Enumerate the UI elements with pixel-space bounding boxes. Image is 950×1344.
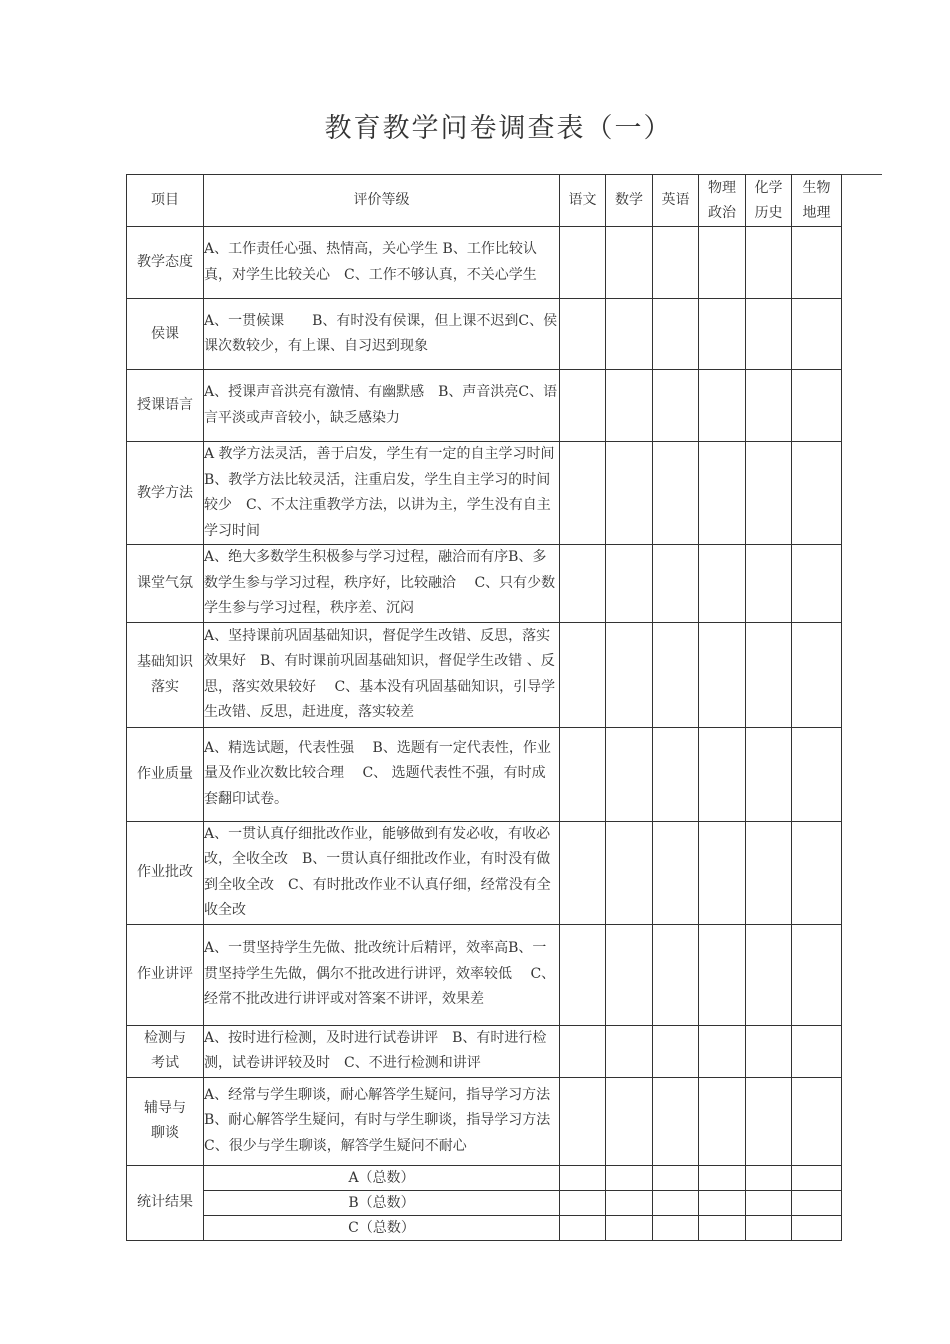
stats-cell[interactable] (606, 1190, 653, 1215)
row-item-label: 辅导与 聊谈 (127, 1077, 204, 1165)
header-rule-line (841, 174, 882, 175)
row-item-label: 教学态度 (127, 227, 204, 299)
rating-cell[interactable] (560, 727, 606, 821)
stats-cell[interactable] (653, 1215, 699, 1240)
stats-cell[interactable] (792, 1190, 842, 1215)
rating-cell[interactable] (792, 622, 842, 727)
rating-cell[interactable] (653, 299, 699, 370)
rating-cell[interactable] (792, 442, 842, 545)
stats-cell[interactable] (560, 1165, 606, 1190)
row-item-label: 授课语言 (127, 370, 204, 442)
header-subject-biology-geography: 生物 地理 (792, 175, 842, 227)
row-grade-description: A、精选试题，代表性强 B、选题有一定代表性，作业量及作业次数比较合理 C、 选题代表性不强，有时成套翻印试卷。 (204, 727, 560, 821)
row-item-label: 侯课 (127, 299, 204, 370)
rating-cell[interactable] (653, 545, 699, 623)
rating-cell[interactable] (699, 924, 746, 1025)
rating-cell[interactable] (746, 1025, 792, 1077)
row-grade-description: A、按时进行检测，及时进行试卷讲评 B、有时进行检测，试卷讲评较及时 C、不进行检测和讲评 (204, 1025, 560, 1077)
stats-cell[interactable] (792, 1165, 842, 1190)
table-row (127, 821, 842, 924)
row-item-label: 作业讲评 (127, 924, 204, 1025)
rating-cell[interactable] (699, 370, 746, 442)
table-row (127, 727, 842, 821)
table-row (127, 442, 842, 545)
stats-cell[interactable] (746, 1215, 792, 1240)
rating-cell[interactable] (560, 370, 606, 442)
header-subject-english: 英语 (653, 175, 699, 227)
stats-cell[interactable] (746, 1165, 792, 1190)
rating-cell[interactable] (560, 227, 606, 299)
rating-cell[interactable] (653, 370, 699, 442)
rating-cell[interactable] (560, 1077, 606, 1165)
row-grade-description: A、一贯认真仔细批改作业，能够做到有发必收，有收必改，全收全改 B、一贯认真仔细批改作业，有时没有做到全收全改 C、有时批改作业不认真仔细，经常没有全收全改 (204, 821, 560, 924)
rating-cell[interactable] (746, 227, 792, 299)
rating-cell[interactable] (653, 924, 699, 1025)
rating-cell[interactable] (746, 299, 792, 370)
rating-cell[interactable] (653, 442, 699, 545)
rating-cell[interactable] (699, 299, 746, 370)
header-subject-chinese: 语文 (560, 175, 606, 227)
rating-cell[interactable] (792, 821, 842, 924)
stats-cell[interactable] (606, 1165, 653, 1190)
stats-cell[interactable] (560, 1190, 606, 1215)
table-row (127, 370, 842, 442)
table-row (127, 924, 842, 1025)
rating-cell[interactable] (699, 442, 746, 545)
rating-cell[interactable] (606, 821, 653, 924)
rating-cell[interactable] (746, 370, 792, 442)
table-row (127, 545, 842, 623)
rating-cell[interactable] (792, 1025, 842, 1077)
rating-cell[interactable] (746, 545, 792, 623)
row-grade-description: A、绝大多数学生积极参与学习过程，融洽而有序B、多数学生参与学习过程，秩序好，比较融洽 C、只有少数学生参与学习过程，秩序差、沉闷 (204, 545, 560, 623)
rating-cell[interactable] (792, 545, 842, 623)
rating-cell[interactable] (606, 924, 653, 1025)
rating-cell[interactable] (746, 821, 792, 924)
rating-cell[interactable] (653, 227, 699, 299)
rating-cell[interactable] (606, 299, 653, 370)
rating-cell[interactable] (699, 1025, 746, 1077)
rating-cell[interactable] (653, 821, 699, 924)
table-row (127, 1025, 842, 1077)
rating-cell[interactable] (606, 1025, 653, 1077)
rating-cell[interactable] (699, 622, 746, 727)
rating-cell[interactable] (792, 727, 842, 821)
stats-row (127, 1165, 842, 1190)
stats-total-label: C（总数） (204, 1215, 560, 1240)
rating-cell[interactable] (699, 1077, 746, 1165)
rating-cell[interactable] (606, 227, 653, 299)
rating-cell[interactable] (606, 727, 653, 821)
table-header-row (127, 175, 842, 227)
row-grade-description: A 教学方法灵活，善于启发，学生有一定的自主学习时间 B、教学方法比较灵活，注重启发，学生自主学习的时间较少 C、不太注重教学方法，以讲为主，学生没有自主学习时间 (204, 442, 560, 545)
row-item-label: 作业质量 (127, 727, 204, 821)
rating-cell[interactable] (606, 442, 653, 545)
row-item-label: 作业批改 (127, 821, 204, 924)
rating-cell[interactable] (792, 227, 842, 299)
row-grade-description: A、一贯候课 B、有时没有侯课，但上课不迟到C、侯课次数较少，有上课、自习迟到现象 (204, 299, 560, 370)
rating-cell[interactable] (746, 727, 792, 821)
table-row (127, 1077, 842, 1165)
rating-cell[interactable] (792, 1077, 842, 1165)
rating-cell[interactable] (606, 1077, 653, 1165)
stats-total-label: A（总数） (204, 1165, 560, 1190)
header-subject-math: 数学 (606, 175, 653, 227)
rating-cell[interactable] (792, 924, 842, 1025)
row-grade-description: A、工作责任心强、热情高，关心学生 B、工作比较认真，对学生比较关心 C、工作不够认真，不关心学生 (204, 227, 560, 299)
stats-cell[interactable] (653, 1165, 699, 1190)
survey-table (126, 174, 842, 1241)
stats-cell[interactable] (606, 1215, 653, 1240)
rating-cell[interactable] (560, 299, 606, 370)
row-item-label: 检测与 考试 (127, 1025, 204, 1077)
rating-cell[interactable] (653, 1025, 699, 1077)
stats-cell[interactable] (746, 1190, 792, 1215)
rating-cell[interactable] (699, 545, 746, 623)
rating-cell[interactable] (653, 1077, 699, 1165)
rating-cell[interactable] (792, 299, 842, 370)
stats-cell[interactable] (699, 1190, 746, 1215)
stats-total-label: B（总数） (204, 1190, 560, 1215)
row-grade-description: A、坚持课前巩固基础知识，督促学生改错、反思，落实效果好 B、有时课前巩固基础知识，督促学生改错 、反思，落实效果较好 C、基本没有巩固基础知识，引导学生改错、反思，赶进度，落实较差 (204, 622, 560, 727)
rating-cell[interactable] (792, 370, 842, 442)
table-row (127, 299, 842, 370)
stats-row (127, 1215, 842, 1240)
table-row (127, 622, 842, 727)
rating-cell[interactable] (699, 821, 746, 924)
rating-cell[interactable] (606, 545, 653, 623)
rating-cell[interactable] (699, 227, 746, 299)
stats-cell[interactable] (560, 1215, 606, 1240)
rating-cell[interactable] (560, 924, 606, 1025)
row-item-label: 教学方法 (127, 442, 204, 545)
rating-cell[interactable] (606, 370, 653, 442)
stats-cell[interactable] (699, 1165, 746, 1190)
rating-cell[interactable] (699, 727, 746, 821)
rating-cell[interactable] (746, 1077, 792, 1165)
rating-cell[interactable] (560, 622, 606, 727)
rating-cell[interactable] (560, 821, 606, 924)
stats-cell[interactable] (653, 1190, 699, 1215)
rating-cell[interactable] (746, 924, 792, 1025)
row-item-label: 课堂气氛 (127, 545, 204, 623)
rating-cell[interactable] (560, 545, 606, 623)
rating-cell[interactable] (653, 727, 699, 821)
header-grade: 评价等级 (204, 175, 560, 227)
stats-label: 统计结果 (127, 1165, 204, 1240)
rating-cell[interactable] (746, 442, 792, 545)
rating-cell[interactable] (746, 622, 792, 727)
header-subject-physics-politics: 物理 政治 (699, 175, 746, 227)
header-subject-chemistry-history: 化学 历史 (746, 175, 792, 227)
stats-row (127, 1190, 842, 1215)
row-grade-description: A、授课声音洪亮有激情、有幽默感 B、声音洪亮C、语言平淡或声音较小，缺乏感染力 (204, 370, 560, 442)
rating-cell[interactable] (606, 622, 653, 727)
page-title: 教育教学问卷调查表（一） (324, 113, 673, 144)
rating-cell[interactable] (560, 1025, 606, 1077)
rating-cell[interactable] (653, 622, 699, 727)
row-grade-description: A、一贯坚持学生先做、批改统计后精评，效率高B、一贯坚持学生先做，偶尔不批改进行讲评，效率较低 C、经常不批改进行讲评或对答案不讲评，效果差 (204, 924, 560, 1025)
stats-cell[interactable] (699, 1215, 746, 1240)
row-item-label: 基础知识 落实 (127, 622, 204, 727)
table-row (127, 227, 842, 299)
row-grade-description: A、经常与学生聊谈，耐心解答学生疑问，指导学习方法 B、耐心解答学生疑问，有时与学生聊谈，指导学习方法 C、很少与学生聊谈，解答学生疑问不耐心 (204, 1077, 560, 1165)
header-item: 项目 (127, 175, 204, 227)
stats-cell[interactable] (792, 1215, 842, 1240)
